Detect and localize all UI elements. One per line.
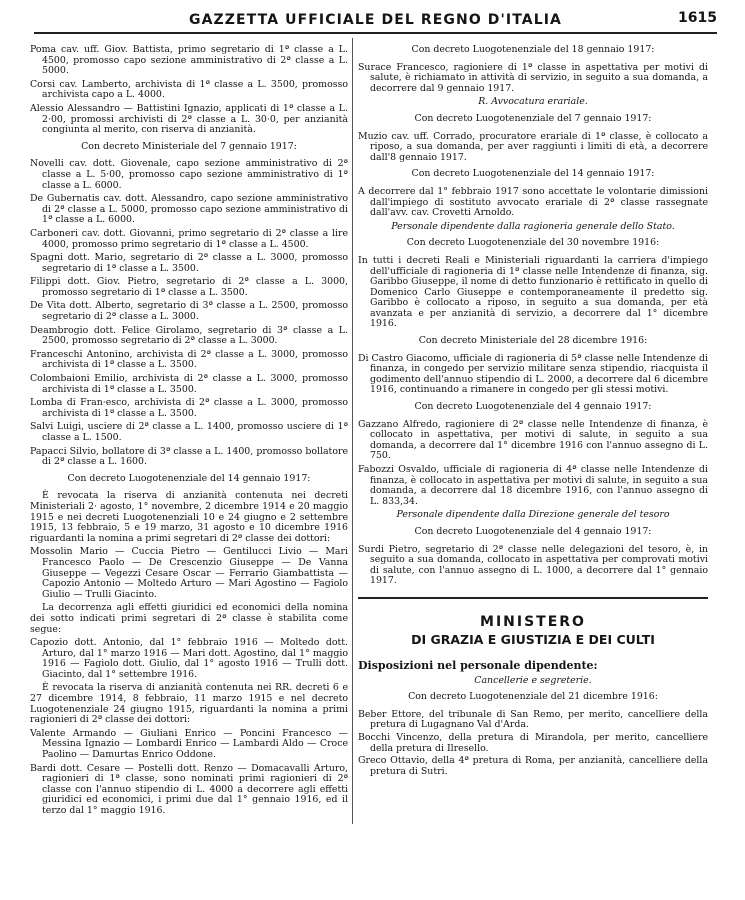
section-rule xyxy=(358,597,708,599)
name-list: Bardi dott. Cesare — Postelli dott. Renzo — Domacavalli Arturo, ragionieri di 1ª classe, sono nominati primi ragionieri di 2ª classe con l'annuo stipendio di L. 4000 a decorrere agli effetti giuridici ed economici, i primi due dal 1° gennaio 1916, ed il terzo dal 1° maggio 1916. xyxy=(30,762,348,816)
decree-heading: Con decreto Luogotenenziale del 18 gennaio 1917: xyxy=(411,44,655,55)
name-list: Mossolin Mario — Cuccia Pietro — Gentilucci Livio — Mari Francesco Paolo — De Crescenzio Giuseppe — De Vanna Giuseppe — Vegezzi Cesare Oscar — Ferrario Giambattista — Capozio Antonio — Moltedo Arturo — Mari Agostino — Fagiolo Giulio — Trulli Giacinto. xyxy=(30,546,348,600)
section-title: Personale dipendente dalla ragioneria generale dello Stato. xyxy=(391,220,675,232)
decree-paragraph: È revocata la riserva di anzianità contenuta nei decreti Ministeriali 2· agosto, 1° novembre, 2 dicembre 1914 e 20 maggio 1915 e nei decreti Luogotenenziali 10 e 24 giugno e 2 settembre 1915, 13 febbraio, 5 e 19 marzo, 31 agosto e 10 dicembre 1916 riguardanti la nomina a primi segretari di 2ª classe dei dottori: xyxy=(30,490,348,544)
personnel-entry: Surdi Pietro, segretario di 2ª classe nelle delegazioni del tesoro, è, in seguito a sua domanda, collocato in aspettativa per comprovati motivi di salute, con l'annuo assegno di L. 1000, a decorrere dal 1° gennaio 1917. xyxy=(358,543,708,587)
personnel-entry: Franceschi Antonino, archivista di 2ª classe a L. 3000, promosso archivista di 1ª classe a L. 3500. xyxy=(30,348,348,371)
dispositions-heading: Disposizioni nel personale dipendente: xyxy=(358,658,598,672)
personnel-entry: Papacci Silvio, bollatore di 3ª classe a L. 1400, promosso bollatore di 2ª classe a L. 1600. xyxy=(30,445,348,468)
gazette-title: GAZZETTA UFFICIALE DEL REGNO D'ITALIA xyxy=(188,12,562,28)
running-header xyxy=(34,6,717,34)
section-title: R. Avvocatura erariale. xyxy=(478,96,588,108)
decree-paragraph: È revocata la riserva di anzianità contenuta nei RR. decreti 6 e 27 dicembre 1914, 8 febbraio, 11 marzo 1915 e nel decreto Luogotenenziale 24 giugno 1915, riguardanti la nomina a primi ragionieri di 2ª classe dei dottori: xyxy=(30,682,348,726)
personnel-entry: Muzio cav. uff. Corrado, procuratore erariale di 1ª classe, è collocato a riposo, a sua domanda, per aver raggiunti i limiti di età, a decorrere dall'8 gennaio 1917. xyxy=(358,130,708,163)
name-list: Valente Armando — Giuliani Enrico — Poncini Francesco — Messina Ignazio — Lombardi Enrico — Lambardi Aldo — Croce Paolino — Damurtas Enrico Oddone. xyxy=(30,727,348,761)
section-title: Cancellerie e segreterie. xyxy=(474,674,592,686)
personnel-entry: Spagni dott. Mario, segretario di 2ª classe a L. 3000, promosso segretario di 1ª classe a L. 3500. xyxy=(30,252,348,274)
personnel-entry: Salvi Luigi, usciere di 2ª classe a L. 1400, promosso usciere di 1ª classe a L. 1500. xyxy=(30,421,348,443)
ministry-title-line2: DI GRAZIA E GIUSTIZIA E DEI CULTI xyxy=(411,631,655,647)
decree-paragraph: La decorrenza agli effetti giuridici ed economici della nomina dei sotto indicati primi segretari di 2ª classe è stabilita come segue: xyxy=(30,602,348,635)
personnel-entry: Filippi dott. Giov. Pietro, segretario di 2ª classe a L. 3000, promosso segretario di 1ª classe a L. 3500. xyxy=(30,276,348,298)
personnel-entry: Bocchi Vincenzo, della pretura di Mirandola, per merito, cancelliere della pretura di Ilresello. xyxy=(358,731,708,754)
decree-heading: Con decreto Luogotenenziale del 14 gennaio 1917: xyxy=(411,168,655,180)
personnel-entry: Deambrogio dott. Felice Girolamo, segretario di 3ª classe a L. 2500, promosso segretario di 2ª classe a L. 3000. xyxy=(30,324,348,347)
ministry-title-line1: MINISTERO xyxy=(480,613,586,630)
personnel-entry: Greco Ottavio, della 4ª pretura di Roma, per anzianità, cancelliere della pretura di Sutri. xyxy=(358,755,708,777)
section-title: Personale dipendente dalla Direzione generale del tesoro xyxy=(396,509,670,521)
personnel-entry: Lomba di Fran·esco, archivista di 2ª classe a L. 3000, promosso archivista di 1ª classe a L. 3500. xyxy=(30,397,348,419)
decree-heading: Con decreto Ministeriale del 28 dicembre 1916: xyxy=(418,335,648,347)
ministry-title xyxy=(358,613,708,649)
left-column xyxy=(30,45,348,820)
decree-heading: Con decreto Luogotenenziale del 21 dicembre 1916: xyxy=(408,691,658,703)
name-list: Capozio dott. Antonio, dal 1° febbraio 1916 — Moltedo dott. Arturo, dal 1° marzo 1916 — Mari dott. Agostino, dal 1° maggio 1916 — Fagiolo dott. Giulio, dal 1° agosto 1916 — Trulli dott. Giacinto, dal 1° settembre 1916. xyxy=(30,637,348,680)
personnel-entry: Alessio Alessandro — Battistini Ignazio, applicati di 1ª classe a L. 2·00, promossi archivisti di 2ª classe a L. 30·0, per anzianità congiunta al merito, con riserva di anzianità. xyxy=(30,102,348,136)
personnel-entry: Novelli cav. dott. Giovenale, capo sezione amministrativo di 2ª classe a L. 5·00, promosso capo sezione amministrativo di 1ª classe a L. 6000. xyxy=(30,158,348,191)
decree-heading: Con decreto Luogotenenziale del 30 novembre 1916: xyxy=(406,237,660,249)
personnel-entry: Colombaioni Emilio, archivista di 2ª classe a L. 3000, promosso archivista di 1ª classe a L. 3500. xyxy=(30,373,348,395)
personnel-entry: Di Castro Giacomo, ufficiale di ragioneria di 5ª classe nelle Intendenze di finanza, in congedo per servizio militare senza stipendio, riacquista il godimento dell'annuo stipendio di L. 2000, a decorrere dal 6 dicembre 1916, continuando a rimanere in congedo per gli stessi motivi. xyxy=(358,352,708,396)
personnel-entry: Carboneri cav. dott. Giovanni, primo segretario di 2ª classe a lire 4000, promosso primo segretario di 1ª classe a L. 4500. xyxy=(30,227,348,250)
page-number: 1615 xyxy=(678,10,717,26)
personnel-entry: Beber Ettore, del tribunale di San Remo, per merito, cancelliere della pretura di Lugagnano Val d'Arda. xyxy=(358,708,708,731)
personnel-entry: Fabozzi Osvaldo, ufficiale di ragioneria di 4ª classe nelle Intendenze di finanza, è collocato in aspettativa per motivi di salute, in seguito a sua domanda, a decorrere dal 18 dicembre 1916, con l'annuo assegno di L. 833,34. xyxy=(358,464,708,507)
decree-heading: Con decreto Luogotenenziale del 4 gennaio 1917: xyxy=(414,525,652,537)
decree-heading: Con decreto Luogotenenziale del 14 gennaio 1917: xyxy=(67,472,311,484)
ministry-section xyxy=(358,658,708,777)
personnel-entry: In tutti i decreti Reali e Ministeriali riguardanti la carriera d'impiego dell'ufficiale di ragioneria di 1ª classe nelle Intendenze di finanza, sig. Garibbo Giuseppe, il nome di detto funzionario è rettificato in quello di Domenico Carlo Giuseppe e contemporaneamente il predetto sig. Garibbo è collocato a riposo, in seguito a sua domanda, per età avanzata e per anzianità di servizio, a decorrere dal 1° dicembre 1916. xyxy=(358,254,709,330)
decree-heading: Con decreto Ministeriale del 7 gennaio 1917: xyxy=(81,140,297,152)
personnel-entry: A decorrere dal 1° febbraio 1917 sono accettate le volontarie dimissioni dall'impiego di sostituto avvocato erariale di 2ª classe rassegnate dall'avv. cav. Crovetti Arnoldo. xyxy=(358,185,708,219)
personnel-entry: Corsi cav. Lamberto, archivista di 1ª classe a L. 3500, promosso archivista capo a L. 4000. xyxy=(30,78,348,101)
right-column xyxy=(358,45,708,779)
decree-heading: Con decreto Luogotenenziale del 7 gennaio 1917: xyxy=(414,112,652,124)
personnel-entry: De Vita dott. Alberto, segretario di 3ª classe a L. 2500, promosso segretario di 2ª classe a L. 3000. xyxy=(30,300,348,323)
personnel-entry: Poma cav. uff. Giov. Battista, primo segretario di 1ª classe a L. 4500, promosso capo sezione amministrativo di 2ª classe a L. 5000. xyxy=(30,44,348,77)
column-divider xyxy=(352,38,353,824)
personnel-entry: Surace Francesco, ragioniere di 1ª classe in aspettativa per motivi di salute, è richiamato in attività di servizio, in seguito a sua domanda, a decorrere dal 9 gennaio 1917. xyxy=(358,61,708,94)
personnel-entry: De Gubernatis cav. dott. Alessandro, capo sezione amministrativo di 2ª classe a L. 5000, promosso capo sezione amministrativo di 1ª classe a L. 6000. xyxy=(30,193,348,226)
decree-heading: Con decreto Luogotenenziale del 4 gennaio 1917: xyxy=(414,401,652,413)
personnel-entry: Gazzano Alfredo, ragioniere di 2ª classe nelle Intendenze di finanza, è collocato in aspettativa, per motivi di salute, in seguito a sua domanda, a decorrere dal 1° dicembre 1916 con l'annuo assegno di L. 750. xyxy=(358,418,708,462)
